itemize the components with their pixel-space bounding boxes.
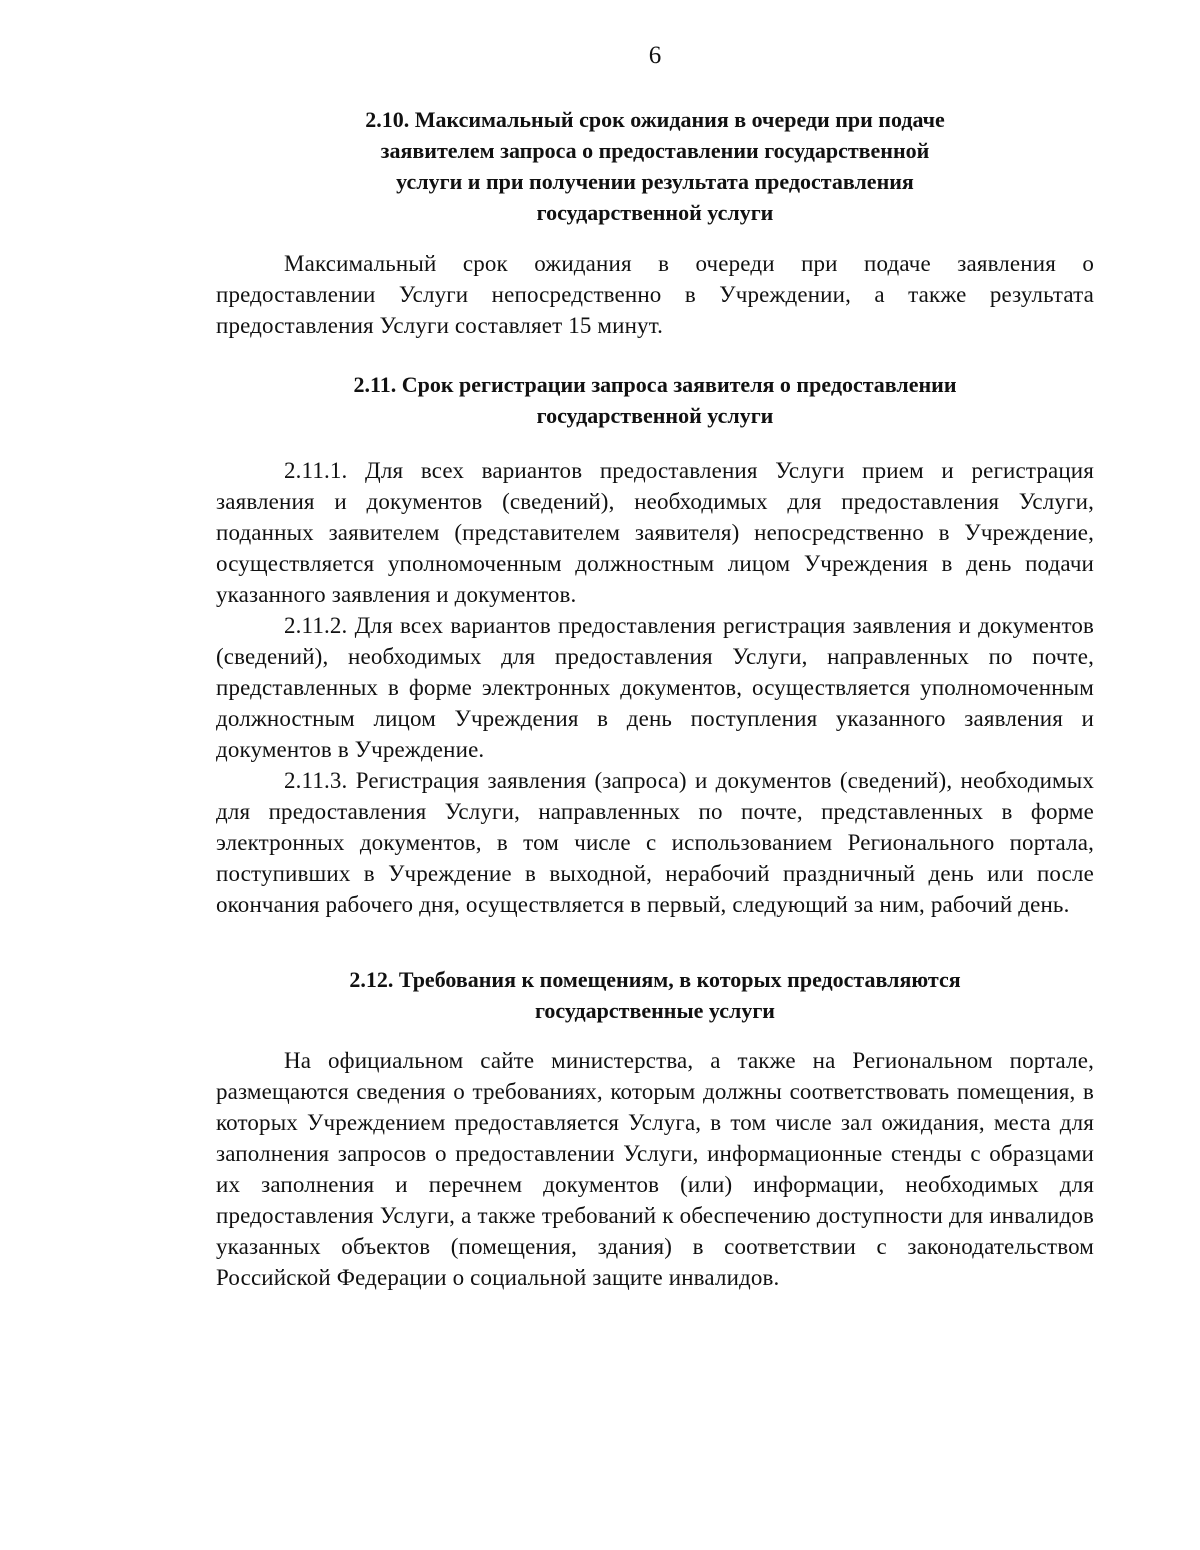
paragraph: 2.11.2. Для всех вариантов предоставления регистрация заявления и документов (сведений), необходимых для предоставления Услуги, направленных по почте, представленных в форме электронных документов, осуществляется уполномоченным должностным лицом Учреждения в день поступления указанного заявления и документов в Учреждение. — [216, 613, 1094, 762]
heading-line: государственной услуги — [536, 403, 774, 428]
heading-line: услуги и при получении результата предоставления — [396, 169, 914, 194]
section-heading — [216, 104, 1094, 228]
section-2-12-body — [216, 1045, 1094, 1293]
page-number: 6 — [648, 42, 662, 69]
section-2-11-body — [216, 455, 1094, 920]
section-2-12 — [216, 964, 1094, 1026]
section-2-10-body — [216, 248, 1094, 341]
paragraph: На официальном сайте министерства, а также на Региональном портале, размещаются сведения о требованиях, которым должны соответствовать помещения, в которых Учреждением предоставляется Услуга, в том числе зал ожидания, места для заполнения запросов о предоставлении Услуги, информационные стенды с образцами их заполнения и перечнем документов (или) информации, необходимых для предоставления Услуги, а также требований к обеспечению доступности для инвалидов указанных объектов (помещения, здания) в соответствии с законодательством Российской Федерации о социальной защите инвалидов. — [216, 1048, 1094, 1290]
heading-line: государственные услуги — [534, 998, 775, 1023]
paragraph: 2.11.1. Для всех вариантов предоставления Услуги прием и регистрация заявления и документов (сведений), необходимых для предоставления Услуги, поданных заявителем (представителем заявителя) непосредственно в Учреждение, осуществляется уполномоченным должностным лицом Учреждения в день подачи указанного заявления и документов. — [216, 458, 1094, 607]
paragraph: Максимальный срок ожидания в очереди при подаче заявления о предоставлении Услуги непосредственно в Учреждении, а также результата предоставления Услуги составляет 15 минут. — [216, 251, 1094, 338]
section-2-10 — [216, 104, 1094, 228]
heading-line: 2.11. Срок регистрации запроса заявителя о предоставлении — [353, 372, 957, 397]
heading-line: государственной услуги — [536, 200, 774, 225]
heading-line: 2.10. Максимальный срок ожидания в очереди при подаче — [365, 107, 945, 132]
heading-line: заявителем запроса о предоставлении государственной — [380, 138, 930, 163]
section-heading — [216, 964, 1094, 1026]
section-heading — [216, 369, 1094, 431]
paragraph: 2.11.3. Регистрация заявления (запроса) и документов (сведений), необходимых для предоставления Услуги, направленных по почте, представленных в форме электронных документов, в том числе с использованием Регионального портала, поступивших в Учреждение в выходной, нерабочий праздничный день или после окончания рабочего дня, осуществляется в первый, следующий за ним, рабочий день. — [216, 768, 1094, 917]
heading-line: 2.12. Требования к помещениям, в которых предоставляются — [349, 967, 961, 992]
section-2-11 — [216, 369, 1094, 431]
